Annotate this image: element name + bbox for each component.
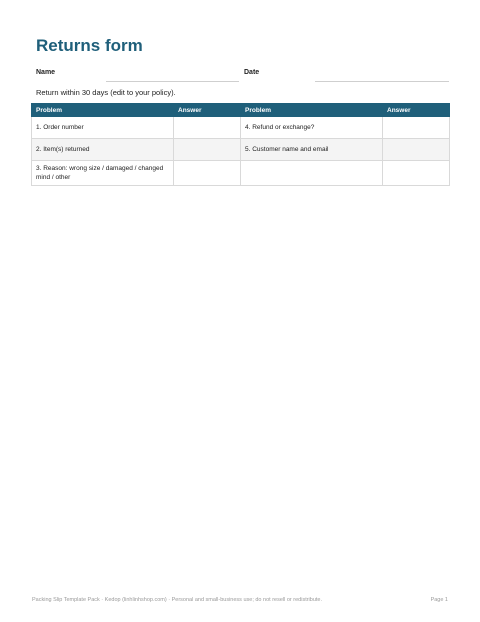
header-problem-right: Problem [241, 104, 383, 117]
footer-text: Packing Slip Template Pack · Kedop (linhlinhshop.com) · Personal and small-business use; do not resell or redistribute. [32, 597, 323, 603]
table-row [32, 161, 450, 186]
problem-cell: 5. Customer name and email [241, 139, 383, 161]
date-field[interactable] [315, 81, 449, 82]
header-problem-left: Problem [32, 104, 174, 117]
table-header-row [32, 104, 450, 117]
returns-table [31, 103, 450, 186]
answer-cell[interactable] [174, 161, 241, 186]
answer-cell[interactable] [383, 117, 450, 139]
problem-cell: 2. Item(s) returned [32, 139, 174, 161]
name-label: Name [36, 69, 56, 76]
name-field[interactable] [106, 81, 239, 82]
problem-cell: 4. Refund or exchange? [241, 117, 383, 139]
table-row [32, 117, 450, 139]
page-number: Page 1 [430, 597, 448, 603]
answer-cell[interactable] [174, 139, 241, 161]
page-title: Returns form [36, 36, 143, 55]
answer-cell[interactable] [383, 161, 450, 186]
date-label: Date [244, 69, 260, 76]
header-answer-left: Answer [174, 104, 241, 117]
table-row [32, 139, 450, 161]
answer-cell[interactable] [383, 139, 450, 161]
answer-cell[interactable] [174, 117, 241, 139]
problem-cell [241, 161, 383, 186]
instructions-text: Return within 30 days (edit to your policy). [36, 88, 176, 97]
problem-cell: 1. Order number [32, 117, 174, 139]
problem-cell: 3. Reason: wrong size / damaged / changed mind / other [32, 161, 174, 186]
header-answer-right: Answer [383, 104, 450, 117]
